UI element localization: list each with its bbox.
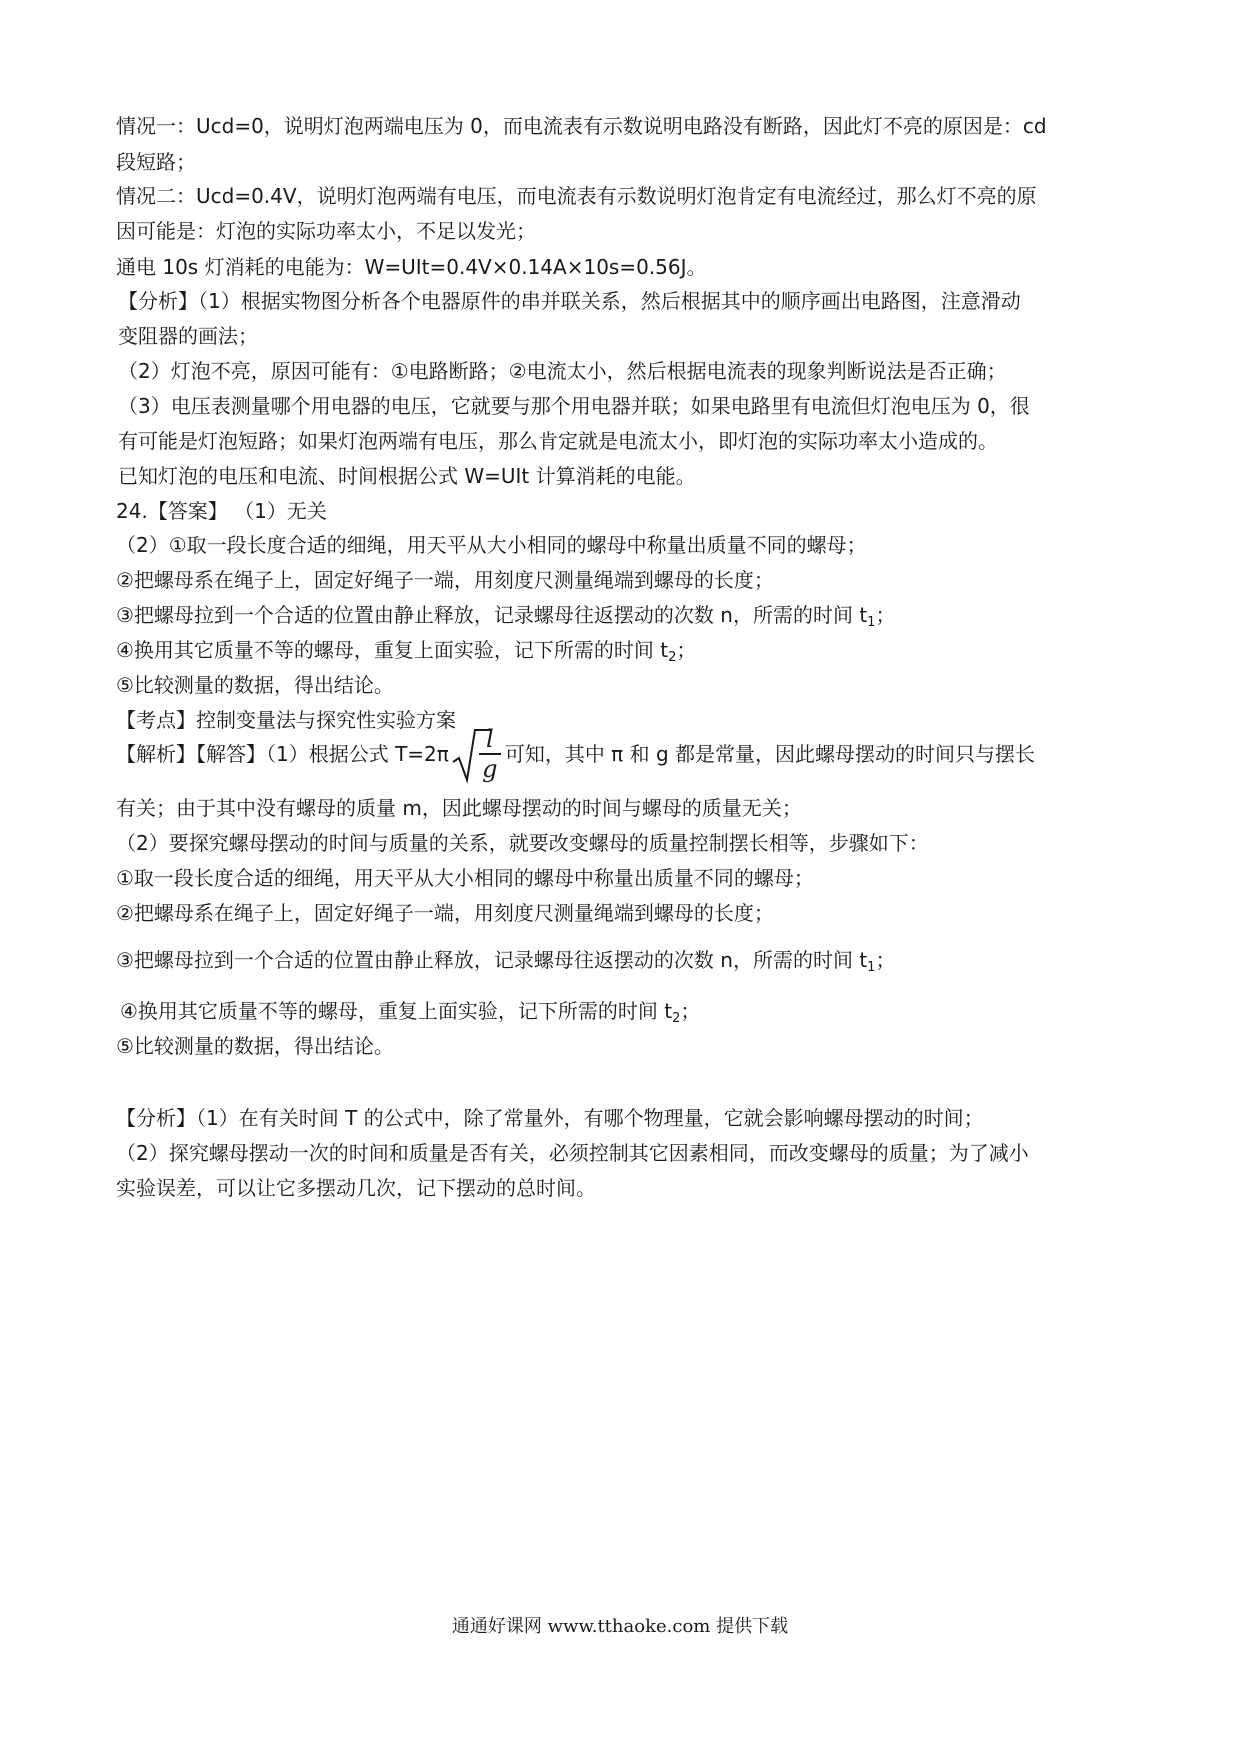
sqrt-formula	[451, 726, 501, 782]
radical-sign	[451, 726, 487, 782]
text-line: ②把螺母系在绳子上，固定好绳子一端，用刻度尺测量绳端到螺母的长度；	[116, 901, 774, 925]
text-line: ③把螺母拉到一个合适的位置由静止释放，记录螺母往返摆动的次数 n，所需的时间 $t_1$；	[116, 948, 896, 975]
text-line: （2）要探究螺母摆动的时间与质量的关系，就要改变螺母的质量控制摆长相等，步骤如下：	[116, 831, 929, 855]
text-line: 实验误差，可以让它多摆动几次，记下摆动的总时间。	[116, 1176, 596, 1200]
text-line: ①取一段长度合适的细绳，用天平从大小相同的螺母中称量出质量不同的螺母；	[116, 866, 814, 890]
text-line: 【分析】（1）根据实物图分析各个电器原件的串并联关系，然后根据其中的顺序画出电路图，注意滑动	[118, 289, 1021, 313]
text-line: ④换用其它质量不等的螺母，重复上面实验，记下所需的时间 $t_2$；	[116, 638, 697, 665]
text-line: 情况二：Ucd=0.4V，说明灯泡两端有电压，而电流表有示数说明灯泡肯定有电流经过，那么灯不亮的原	[116, 184, 1037, 208]
analysis-line: 【分析】（1）在有关时间 T 的公式中，除了常量外，有哪个物理量，它就会影响螺母摆动的时间；	[116, 1106, 984, 1130]
text-line: 段短路；	[116, 150, 196, 174]
text-line: 因可能是：灯泡的实际功率太小，不足以发光；	[116, 219, 536, 243]
text-line: 有关；由于其中没有螺母的质量 m，因此螺母摆动的时间与螺母的质量无关；	[116, 796, 802, 820]
formula-line	[116, 726, 1035, 782]
text-line: ③把螺母拉到一个合适的位置由静止释放，记录螺母往返摆动的次数 n，所需的时间 $t_1$；	[116, 603, 896, 630]
formula-suffix: 可知，其中 π 和 g 都是常量，因此螺母摆动的时间只与摆长	[504, 742, 1035, 766]
text-line: 情况一：Ucd=0，说明灯泡两端电压为 0，而电流表有示数说明电路没有断路，因此灯不亮的原因是：cd	[116, 114, 1047, 138]
text-line: ⑤比较测量的数据，得出结论。	[116, 1034, 394, 1058]
text-line: 有可能是灯泡短路；如果灯泡两端有电压，那么肯定就是电流太小，即灯泡的实际功率太小造成的。	[118, 429, 998, 453]
text-line: ④换用其它质量不等的螺母，重复上面实验，记下所需的时间 $t_2$；	[120, 999, 701, 1026]
text-line: ②把螺母系在绳子上，固定好绳子一端，用刻度尺测量绳端到螺母的长度；	[116, 568, 774, 592]
denominator: g	[482, 755, 498, 783]
answer-heading: 24.【答案】 （1）无关	[116, 499, 327, 523]
text-line: 变阻器的画法；	[118, 324, 258, 348]
numerator: l	[485, 725, 494, 753]
text-line: （2）①取一段长度合适的细绳，用天平从大小相同的螺母中称量出质量不同的螺母；	[116, 533, 867, 557]
text-line: ⑤比较测量的数据，得出结论。	[116, 673, 394, 697]
text-line: （2）灯泡不亮，原因可能有：①电路断路；②电流太小，然后根据电流表的现象判断说法是否正确；	[118, 359, 1007, 383]
page-footer: 通通好课网 www.tthaoke.com 提供下载	[451, 1616, 789, 1637]
text-line: 通电 10s 灯消耗的电能为：W=UIt=0.4V×0.14A×10s=0.56J。	[116, 255, 707, 279]
topic-line: 【考点】控制变量法与探究性实验方案	[116, 708, 456, 732]
formula-prefix: 【解析】【解答】（1）根据公式 T=2π	[116, 742, 449, 766]
text-line: （3）电压表测量哪个用电器的电压，它就要与那个用电器并联；如果电路里有电流但灯泡电压为 0，很	[118, 394, 1030, 418]
text-line: （2）探究螺母摆动一次的时间和质量是否有关，必须控制其它因素相同，而改变螺母的质量；为了减小	[116, 1141, 1029, 1165]
text-line: 已知灯泡的电压和电流、时间根据公式 W=UIt 计算消耗的电能。	[118, 464, 696, 488]
